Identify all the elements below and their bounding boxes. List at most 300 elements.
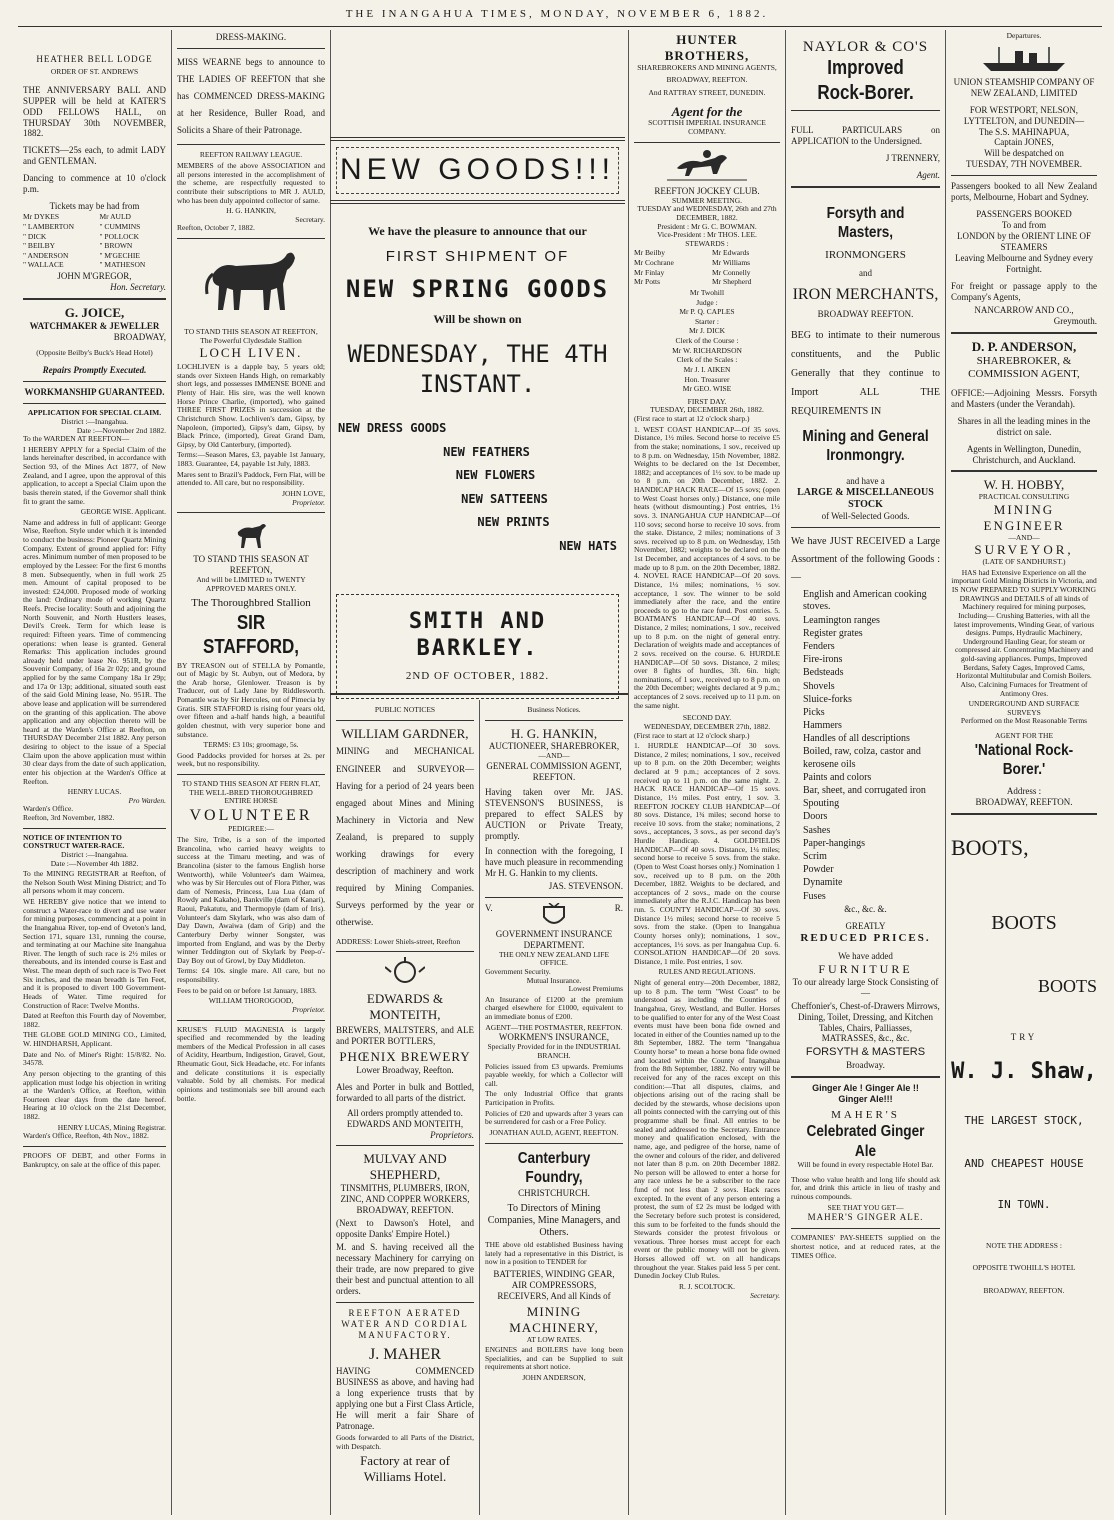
captain-name: Captain JONES, bbox=[994, 137, 1054, 148]
lochliven-name: LOCH LIVEN. bbox=[199, 345, 303, 361]
divider bbox=[23, 403, 166, 404]
furniture-large-stock: To our already large Stock Consisting of— bbox=[792, 976, 939, 998]
joice-trade: WATCHMAKER & JEWELLER bbox=[29, 320, 160, 331]
water-district: District :—Inangahua. bbox=[60, 849, 129, 859]
edwards-location: Lower Broadway, Reefton. bbox=[356, 1064, 454, 1075]
application-signature: GEORGE WISE. Applicant. bbox=[80, 507, 166, 517]
pleasure-line: We have the pleasure to announce that our bbox=[368, 223, 587, 238]
official-entry: Mr P. Q. CAPLES bbox=[679, 307, 735, 317]
forsyth-masters-footer: FORSYTH & MASTERS bbox=[805, 1046, 926, 1059]
smith-barkley: SMITH AND BARKLEY. bbox=[408, 608, 547, 661]
lochliven-terms: Terms:—Season Mares, £3, payable 1st January, 1883. Guarantee, £4, payable 1st July, 1883. bbox=[177, 450, 325, 469]
shaw-broadway: BROADWAY, REEFTON. bbox=[983, 1286, 1065, 1296]
goods-item: Shovels bbox=[803, 680, 835, 692]
rules-body: Night of general entry—20th December, 1882, up to 8 p.m. The term "West Coast" to be understood as including the Counties of Inangahua, Grey, Westland, and Buller. Horses to be qualified to enter for any of the West Coast events must have been bona fide owned and located in either of the Counties named up to the 8th September, 1882. The term "Inangahua County horse" to mean a horse bona fide owned and located within the County of Inangahua from the 8th September, 1882. No entry will be received for any of the races except on this condition:—That all disputes, claims, and objections arising out of the racing shall be decided by the stewards, whose decisions upon all points connected with the carrying out of this programme shall be final. All entries to be sealed and addressed to the Secretary. Entrance money and qualification enclosed, with the name, age, and pedigree of the horse, name of the owner and colours of the rider, and delivered not later than 8 p.m. on 20th December 1882. No person will be allowed to enter a horse for any race unless he be a subscriber to the race fund of not less than 2 sovs. Hack races excepted. In the event of any person entering a protest, the sum of £2 2s must be lodged with the Secretary before such protest is considered, this sum to be forfeited to the funds should the Stewards consider the protest frivolous or vexatious. Three horses must accept for each event or the public money will not be given. Horses allowed off wt. on all handicaps throughout the year. Stakes paid less 5 per cent. Dunedin Jockey Club Rules. bbox=[634, 978, 781, 1281]
application-details: Name and address in full of applicant: George Wise, Reefton. Style under which it is intended to conduct the business: Pioneer Quartz Mining Company. Extent of ground applied for: Fifty acres. Minimum number of men proposed to be employed by the Lessee: For the first 6 months 8 men. Subsequently, when in full work 25 men. Amount of capital proposed to be invested: £24,000. Proposed mode of working the land: Ordinary mode of working Quartz Reefs. Precise locality: South and adjoining the North Souvenir, and North Hustlers leases, Devil's Creek. Term for which lease is required: Fifteen years. Time of commencing operations: when lease is granted. General Remarks: This application includes ground already held under lease No. 951R, by the Souvenir Company, of 16a 2r 02p; and ground applied for by the same Company 18a 1r 29p; and 17a 0r 13p; additional, situated south east of the said Gold Mining lease, No. 951R. The above lease and application will be surrendered on the granting of this application. The above application and any objection thereto will be heard at the Warden's Office at Reefton, on THURSDAY December 21st 1882. Any person desiring to object to the issue of a Special Claim upon the above application must within 30 clear days from the date of such application, enter his objection at the Warden's Office at Reefton. bbox=[23, 517, 166, 786]
goods-item: Fire-irons bbox=[803, 654, 843, 666]
hankin-general: GENERAL COMMISSION AGENT, REEFTON. bbox=[486, 761, 622, 783]
goods-item: Hammers bbox=[803, 720, 842, 732]
divider bbox=[336, 951, 474, 952]
lodge-order: ORDER OF ST. ANDREWS bbox=[50, 66, 139, 76]
water-miners-right: Date and No. of Miner's Right: 15/8/82. No. 34578. bbox=[23, 1049, 166, 1068]
water-company: THE GLOBE GOLD MINING CO., Limited, W. HINDHARSH, Applicant. bbox=[23, 1030, 166, 1049]
steward-name: Mr Connelly bbox=[712, 267, 751, 277]
divider bbox=[23, 381, 166, 382]
application-body: I HEREBY APPLY for a Special Claim of the lands hereinafter described, in accordance with Section 93, of the Mines Act 1877, of New Zealand, and I agree, upon the approval of this application, to accept a Special Claim upon the basis therein stated, if the Governor shall think fit to grant the same. bbox=[23, 444, 166, 506]
passengers-booked-ports: Passengers booked to all New Zealand ports, Melbourne, Hobart and Sydney. bbox=[951, 181, 1097, 203]
goods-item: English and American cooking stoves. bbox=[803, 589, 927, 613]
try-label: TRY bbox=[1010, 1031, 1038, 1042]
orient-line: LONDON by the ORIENT LINE OF STEAMERS bbox=[956, 231, 1092, 253]
railway-secretary: Secretary. bbox=[295, 214, 325, 224]
hankin-body: Having taken over Mr. JAS. STEVENSON'S BUSINESS, is prepared to effect SALES by AUCTION or Private Treaty, promptly. bbox=[485, 787, 623, 841]
have-a: and have a bbox=[846, 475, 885, 486]
iron-merchants: IRON MERCHANTS, bbox=[792, 286, 939, 304]
workmanship: WORKMANSHIP GUARANTEED. bbox=[24, 387, 165, 398]
ticket-vendor: " DICK bbox=[23, 231, 47, 241]
goods-item: Dynamite bbox=[803, 877, 843, 889]
mahers-name: MAHER'S bbox=[831, 1108, 900, 1121]
second-day-date: WEDNESDAY, DECEMBER 27th, 1882. bbox=[643, 721, 771, 731]
coat-of-arms-icon bbox=[539, 903, 569, 929]
govt-lowest: Lowest Premiums bbox=[568, 984, 623, 994]
ticket-vendor: Mr DYKES bbox=[23, 212, 60, 222]
magnesia-advert: KRUSE'S FLUID MAGNESIA is largely specified and recommended by the leading members of the Medical Profession in all cases of Acidity, Heartburn, Indigestion, Gravel, Gout, Rheumatic Gout, Sick Headache, etc. For infants and delicate constitutions it is especially valuable. Sold by all chemists. For medical opinions and testimonials see bill around each bottle. bbox=[177, 1024, 325, 1103]
dressmaking-title: DRESS-MAKING. bbox=[215, 32, 287, 42]
masthead: THE INANGAHUA TIMES, MONDAY, NOVEMBER 6, 1882. bbox=[345, 8, 769, 20]
furniture-list: Cheffonier's, Chest-of-Drawers Mirrows, Dining, Toilet, Dressing, and Kitchen Tables, Chairs, Palliasses, MATRASSES, &c., &c. bbox=[791, 1000, 940, 1044]
full-particulars: FULL PARTICULARS on APPLICATION to the Undersigned. bbox=[791, 125, 940, 147]
agent-for-label: AGENT FOR THE bbox=[994, 731, 1054, 741]
water-body: WE HEREBY give notice that we intend to construct a Water-race to divert and use water for mining purposes, commencing at a point in the Inangahua River, top-end of Oveton's land, Section 171, square 131, running the course, and terminating at our Machine site Inangahua River. The length of such race is 2½ miles or thereabouts, and its intended course is East and West. The mean depth of such race is Two Feet Six inches, and the mean breadth is Ten Feet, and it is proposed to divert 100 Government-Heads of Water. Time required for Construction of Race: Twelve Months. bbox=[23, 897, 166, 1010]
first-day-races: 1. WEST COAST HANDICAP—Of 35 sovs. Distance, 1½ miles. Second horse to receive £5 from the stake; nominations, 1 sov., received up to 8 p.m. on Wednesday, 15th November, 1882. Weights to be declared on the 1st December, 1882; and acceptances of 1½ sov. to be made up to 8 p.m. on 20th December, 1882. 2. HANDICAP HACK RACE—Of 15 sovs; (open to West Coast horses only.) Distance, one mile heats (without dismounting.) Post entries, 1½ sovs. 3. INANGAHUA CUP HANDICAP—Of 110 sovs; second horse to receive 10 sovs. from the stake. Distance, 2 miles; nominations of 3 sovs. received up to 8 p.m. on Wednesday, 15th November, 1882; weights to be declared on the 1st December, and acceptances of 4 sovs. to be made up to 8 p.m. on the 20th December, 1882. 4. NOVEL RACE HANDICAP—Of 20 sovs. Distance, 1¼ miles; nominations, ½ sov. acceptance, 1 sov. The winner to be sold immediately after the race, and the entire proceeds to go to the race fund. Post entries. 5. BOATMAN'S HANDICAP—Of 40 sovs. Distance, 2 miles; nominations, 1 sov., received up to 8 p.m. on the night of general entry. Declaration of weights made and acceptances of 2 sovs. received on the course. 6. HURDLE HANDICAP—Of 50 sovs. Distance, 2 miles; over 8 fights of hurdles, 3ft. 6in. high; nominations, of 1 sov., received up to 8 p.m. on the 20th December; weights declared at 9 p.m.; acceptances of 2 sovs. received up to 11 p.m. on the same night. bbox=[634, 424, 780, 710]
water-race-title: NOTICE OF INTENTION TO CONSTRUCT WATER-RACE. bbox=[23, 832, 125, 851]
club-vice-president: Vice-President : Mr THOS. LEE. bbox=[657, 230, 757, 240]
stand1-subheading: The Powerful Clydesdale Stallion bbox=[200, 335, 302, 345]
ornament-border bbox=[330, 200, 625, 204]
mulvay-name: MULVAY AND SHEPHERD, bbox=[363, 1151, 447, 1183]
stewards-left bbox=[634, 248, 702, 288]
edwards-ales: Ales and Porter in bulk and Bottled, forwarded to all parts of the district. bbox=[336, 1081, 474, 1103]
ticket-vendor: " POLLOCK bbox=[99, 231, 140, 241]
gardner-name: WILLIAM GARDNER, bbox=[341, 725, 469, 741]
railway-date: Reefton, October 7, 1882. bbox=[177, 223, 255, 233]
foundry-body: THE above old established Business having lately had a representative in this District, is now in a position to TENDER for bbox=[485, 1240, 623, 1267]
stewards-right bbox=[712, 248, 780, 288]
ticket-vendor: " BROWN bbox=[99, 241, 133, 251]
water-date: Date :—November 4th 1882. bbox=[50, 858, 139, 868]
stevenson-signature: JAS. STEVENSON. bbox=[548, 880, 623, 891]
application-dateline: Reefton, 3rd November, 1882. bbox=[23, 813, 115, 823]
ginger-found: Will be found in every respectable Hotel Bar. bbox=[797, 1160, 934, 1170]
boots-2: BOOTS bbox=[991, 912, 1057, 935]
goods-item: Bar, sheet, and corrugated iron bbox=[803, 785, 926, 796]
edwards-name: EDWARDS & MONTEITH, bbox=[366, 991, 444, 1022]
goods-etc: &c., &c. &. bbox=[844, 903, 887, 914]
lodge-title: HEATHER BELL LODGE bbox=[36, 54, 153, 64]
lochliven-mares: Mares sent to Brazil's Paddock, Fern Flat, will be attended to. All care, but no responsibility. bbox=[177, 469, 325, 488]
second-day-label: SECOND DAY. bbox=[682, 713, 732, 723]
mulvay-trade: TINSMITHS, PLUMBERS, IRON, ZINC, AND COPPER WORKERS, bbox=[340, 1183, 470, 1205]
goods-item: Paper-hangings bbox=[803, 837, 866, 849]
goods-list bbox=[330, 421, 625, 554]
gardner-address: ADDRESS: Lower Shiels-street, Reefton bbox=[336, 936, 461, 946]
divider bbox=[791, 110, 940, 111]
goods-item: Leamington ranges bbox=[803, 614, 880, 626]
secretary-title: Secretary. bbox=[750, 1290, 780, 1300]
goods-item: Fuses bbox=[803, 890, 826, 902]
surrender-text: Policies of £20 and upwards after 3 years can be surrendered for cash or a Free Policy. bbox=[485, 1108, 623, 1127]
warden-name: HENRY LUCAS. bbox=[67, 787, 122, 797]
second-day-races: 1. HURDLE HANDICAP—Of 30 sovs. Distance, 2 miles; nominations, 1 sov., received up to 8 p.m. on the 20th December; weights declared at 9 p.m.; acceptances of 2 sovs. received up to 11 p.m. on the same night. 2. HACK RACE HANDICAP—Of 15 sovs. Distance, 1½ miles. Post entry, 1 sov. 3. REEFTON JOCKEY CLUB HANDICAP—Of 80 sovs. Distance, 1¾ miles; second horse to receive 10 sovs. from the stake; nominations, 2 sovs., acceptances, 3 sovs., as per second day's Hurdle Handicap. 4. GOLDFIELDS HANDICAP—Of 40 sovs. Distance, 1¼ miles; second horse to receive 5 sovs. from the stake. (Open to West Coast horses only.) Nomination 1 sov., received up to 8 p.m. on the 20th December, 1882. Weights to be declared, and acceptances of 2 sovs., made on the course immediately after the R.J.C. Handicap has been run. 5. COUNTY HANDICAP—Of 30 sovs. Distance 1½ miles; second horse to receive 5 sovs. from the stake. (Open to Inangahua County horses only); nominations, 1 sov., acceptances, 1½ sovs. as per Inangahua Cup. 6. CONSOLATION HANDICAP—Of 20 sovs. Distance, 1 mile. Post entries, 1 sov. bbox=[634, 741, 780, 966]
vr-crest bbox=[485, 903, 623, 929]
divider bbox=[336, 1302, 474, 1303]
mining-machinery: MINING MACHINERY, bbox=[509, 1303, 599, 1335]
dp-shares: Shares in all the leading mines in the district on sale. bbox=[957, 415, 1091, 437]
to-and-from: To and from bbox=[1001, 220, 1047, 231]
divider bbox=[23, 298, 166, 300]
govt-body: An Insurance of £1200 at the premium charged elsewhere for £1000, equivalent to an immediate bonus of £200. bbox=[485, 994, 623, 1022]
steward-name: Mr Cochrane bbox=[634, 258, 674, 268]
divider bbox=[177, 512, 325, 513]
ticket-vendor: " M'GECHIE bbox=[99, 250, 140, 260]
just-received: We have JUST RECEIVED a Large Assortment of the following Goods :— bbox=[791, 536, 940, 584]
hankin-and: —AND— bbox=[538, 751, 570, 761]
stand3-heading: TO STAND THIS SEASON AT FERN FLAT, bbox=[181, 779, 321, 789]
workmens-sub: Specially Provided for in the INDUSTRIAL BRANCH. bbox=[487, 1042, 621, 1060]
ticket-vendor: " LAMBERTON bbox=[23, 221, 75, 231]
dp-agents: Agents in Wellington, Dunedin, Christchurch, and Auckland. bbox=[966, 443, 1082, 465]
divider bbox=[23, 828, 166, 829]
address-value: BROADWAY, REEFTON. bbox=[975, 796, 1073, 807]
ticket-vendor: " CUMMINS bbox=[99, 221, 141, 231]
goods-item: Bedsteads bbox=[803, 667, 844, 679]
divider bbox=[177, 774, 325, 775]
joice-heading: G. JOICE, bbox=[64, 304, 125, 320]
divider bbox=[177, 144, 325, 145]
volunteer-terms: Terms: £4 10s. single mare. All care, but no responsibility. bbox=[177, 966, 325, 985]
stand1-heading: TO STAND THIS SEASON AT REEFTON, bbox=[184, 327, 318, 337]
goods-item: Scrim bbox=[803, 850, 827, 862]
stand3-subheading: THE WELL-BRED THOROUGHBRED ENTIRE HORSE bbox=[189, 787, 313, 806]
steward-name: Mr Edwards bbox=[712, 248, 750, 258]
lochliven-owner: JOHN LOVE, bbox=[282, 488, 325, 498]
ticket-vendor: " MATHESON bbox=[99, 260, 146, 270]
hankin-connection: In connection with the foregoing, I have much pleasure in recommending Mr H. G. Hankin to my clients. bbox=[485, 845, 623, 878]
edwards-orders: All orders promptly attended to. bbox=[347, 1107, 463, 1118]
column-7 bbox=[946, 32, 1102, 1512]
celebrated-ginger-ale: Celebrated Ginger Ale bbox=[806, 1123, 925, 1160]
in-town: IN TOWN. bbox=[997, 1198, 1051, 1212]
aerated-water-title: REEFTON AERATED WATER AND CORDIAL MANUFACTORY. bbox=[341, 1307, 469, 1340]
boots-1: BOOTS, bbox=[951, 834, 1029, 860]
forsyth-masters-title: Forsyth and Masters, bbox=[826, 204, 905, 242]
joice-address: BROADWAY, bbox=[113, 331, 166, 342]
steward-name: Mr Shepherd bbox=[712, 277, 752, 287]
ticket-vendor: " BEILBY bbox=[23, 241, 56, 251]
foundry-items: BATTERIES, WINDING GEAR, AIR COMPRESSORS, RECEIVERS, And all Kinds of bbox=[493, 1268, 615, 1301]
divider bbox=[336, 720, 474, 721]
column-3 bbox=[331, 706, 479, 1512]
ornament-border bbox=[330, 137, 625, 141]
first-day-start: (First race to start at 12 o'clock sharp.) bbox=[634, 414, 750, 424]
clydesdale-horse-engraving bbox=[201, 244, 301, 324]
club-president: President : Mr G. C. BOWMAN. bbox=[657, 221, 757, 231]
edwards-signature: EDWARDS AND MONTEITH, bbox=[346, 1118, 464, 1129]
directors-line: To Directors of Mining Companies, Mine Managers, and Others. bbox=[487, 1202, 621, 1238]
dressmaking-body: MISS WEARNE begs to announce to THE LADIES OF REEFTON that she has COMMENCED DRESS-MAKING at her Residence, Buller Road, and Solicits a Share of their Patronage. bbox=[177, 56, 325, 136]
application-date: Date :—November 2nd 1882. bbox=[76, 425, 166, 435]
divider bbox=[951, 332, 1097, 334]
maher-factory: Factory at rear of Williams Hotel. bbox=[360, 1453, 450, 1485]
steward-name: Mr Beilby bbox=[634, 248, 666, 258]
warden-title: Pro Warden. bbox=[128, 795, 166, 805]
official-entry: Mr GEO. WISE bbox=[682, 384, 732, 394]
volunteer-pedigree-label: PEDIGREE:— bbox=[228, 824, 274, 834]
stewards-list bbox=[634, 248, 780, 288]
public-notices-label: PUBLIC NOTICES bbox=[374, 706, 436, 714]
industrial-text: The only Industrial Office that grants Participation in Profits. bbox=[485, 1089, 623, 1108]
goods-item: Handles of all descriptions bbox=[803, 733, 910, 745]
dp-office: OFFICE:—Adjoining Messrs. Forsyth and Masters (under the Verandah). bbox=[951, 387, 1097, 409]
volunteer-name: VOLUNTEER bbox=[189, 806, 313, 824]
trennery-title: Agent. bbox=[916, 169, 940, 180]
goods-line: NEW DRESS GOODS bbox=[338, 420, 447, 435]
greymouth: Greymouth. bbox=[1053, 316, 1097, 327]
first-day-date: TUESDAY, DECEMBER 26th, 1882. bbox=[650, 405, 764, 415]
vendors-right bbox=[100, 212, 167, 271]
ball-notice: THE ANNIVERSARY BALL AND SUPPER will be held at KATER'S ODD FELLOWS HALL, on THURSDAY 30th NOVEMBER, 1882. bbox=[23, 84, 166, 139]
trennery-name: J TRENNERY, bbox=[885, 153, 940, 164]
stafford-name: SIR STAFFORD, bbox=[202, 611, 299, 659]
late-of-sandhurst: (LATE OF SANDHURST.) bbox=[982, 557, 1066, 567]
official-entry: Hon. Treasurer bbox=[684, 374, 730, 384]
reduced-prices: REDUCED PRICES. bbox=[800, 931, 931, 944]
divider bbox=[485, 897, 623, 898]
vendors-left bbox=[23, 212, 90, 271]
stand2-heading: TO STAND THIS SEASON AT REEFTON, bbox=[193, 554, 309, 576]
goods-line: NEW FLOWERS bbox=[455, 468, 536, 483]
hobby-practical: PRACTICAL CONSULTING bbox=[978, 492, 1070, 502]
new-goods-headline: NEW GOODS!!! bbox=[336, 147, 619, 194]
national-rock-borer: 'National Rock-Borer.' bbox=[974, 741, 1074, 779]
column-5 bbox=[629, 32, 785, 1512]
scoltock-signature: R. J. SCOLTOCK. bbox=[678, 1281, 736, 1291]
application-title: APPLICATION FOR SPECIAL CLAIM. bbox=[27, 408, 162, 418]
hunter-trade: SHAREBROKERS AND MINING AGENTS, bbox=[637, 62, 777, 72]
well-selected: of Well-Selected Goods. bbox=[821, 511, 910, 522]
hunter-location-2: And RATTRAY STREET, DUNEDIN. bbox=[648, 87, 766, 97]
joice-opposite: (Opposite Beilby's Buck's Head Hotel) bbox=[36, 347, 153, 357]
steward-name: Mr Finlay bbox=[634, 267, 665, 277]
hobby-and: —AND— bbox=[1008, 532, 1040, 542]
goods-line: NEW SATTEENS bbox=[461, 491, 548, 506]
hunter-brothers: HUNTER BROTHERS, bbox=[664, 32, 750, 63]
divider bbox=[23, 1146, 166, 1147]
largest-stock: THE LARGEST STOCK, bbox=[964, 1113, 1084, 1127]
rock-borer-title: Improved Rock-Borer. bbox=[817, 57, 914, 104]
wednesday-date: WEDNESDAY, THE 4TH INSTANT. bbox=[347, 340, 608, 398]
stand2-limit: And will be LIMITED to TWENTY APPROVED MARES ONLY. bbox=[196, 575, 306, 593]
edwards-body: BREWERS, MALTSTERS, and ALE and PORTER BOTTLERS, bbox=[336, 1024, 474, 1046]
we-have-added: We have added bbox=[838, 951, 893, 962]
low-rates: AT LOW RATES. bbox=[526, 1334, 582, 1344]
and-connector: and bbox=[859, 268, 872, 279]
divider bbox=[485, 1143, 623, 1144]
tickets-from: Tickets may be had from bbox=[49, 201, 140, 212]
departure-date: TUESDAY, 7TH NOVEMBER. bbox=[965, 159, 1082, 170]
maher-name: J. MAHER bbox=[368, 1345, 441, 1363]
govt-security: Government Security. bbox=[485, 966, 551, 976]
goods-item: Paints and colors bbox=[803, 771, 872, 783]
summer-meeting: SUMMER MEETING. bbox=[671, 195, 742, 205]
greatly: GREATLY bbox=[845, 920, 886, 931]
mulvay-text: M. and S. having received all the necessary Machinery for carrying on their trade, are now prepared to give their best and punctual attention to all orders. bbox=[336, 1242, 474, 1296]
ginger-ale-headline-2: Ginger Ale!!! bbox=[838, 1093, 893, 1104]
lodge-secretary: JOHN M'GREGOR, bbox=[57, 271, 132, 282]
official-entry: Clerk of the Course : bbox=[675, 336, 739, 346]
workmens-insurance: WORKMEN'S INSURANCE, bbox=[498, 1032, 610, 1043]
stafford-grass: Good Paddocks provided for horses at 2s. per week, but no responsibility. bbox=[177, 750, 325, 769]
hunter-location-1: BROADWAY, REEFTON. bbox=[666, 75, 748, 85]
hobby-name: W. H. HOBBY, bbox=[983, 477, 1065, 493]
water-office: Warden's Office, Reefton, 4th Nov., 1882. bbox=[23, 1131, 149, 1141]
rules-title: RULES AND REGULATIONS. bbox=[658, 967, 756, 977]
application-district: District :—Inangahua. bbox=[60, 416, 129, 426]
business-notices-label: Business Notices. bbox=[527, 706, 581, 714]
royal-crest-icon bbox=[385, 957, 425, 987]
despatched-on: Will be despatched on bbox=[984, 148, 1064, 159]
column-2 bbox=[172, 32, 330, 1512]
official-entry: Mr W. RICHARDSON bbox=[672, 345, 742, 355]
railway-signature: H. G. HANKIN, bbox=[226, 206, 276, 216]
official-entry: Mr Twohill bbox=[689, 287, 725, 297]
opposite-twohill: OPPOSITE TWOHILL'S HOTEL bbox=[972, 1263, 1076, 1273]
goods-line: NEW FEATHERS bbox=[443, 444, 530, 459]
divider bbox=[336, 1145, 474, 1146]
water-addressee: To the MINING REGISTRAR at Reefton, of the Nelson South West Mining District; and To all persons whom it may concern. bbox=[23, 869, 166, 896]
canterbury-foundry: Canterbury Foundry, bbox=[517, 1149, 591, 1187]
pay-sheets: COMPANIES' PAY-SHEETS supplied on the shortest notice, and at reduced rates, at the TIMES Office. bbox=[791, 1233, 940, 1260]
divider bbox=[951, 813, 1097, 815]
reasonable-terms: Performed on the Most Reasonable Terms bbox=[960, 716, 1088, 726]
goods-line: NEW PRINTS bbox=[477, 515, 550, 530]
railway-body: MEMBERS of the above ASSOCIATION and all persons interested in the accomplishment of the scheme, are respectfully requested to contribute their subscriptions to MR J. AULD, who has been duly appointed collector of same. bbox=[177, 161, 325, 205]
freight-passage: For freight or passage apply to the Company's Agents, bbox=[951, 281, 1097, 303]
volunteer-owner: WILLIAM THOROGOOD, bbox=[208, 996, 294, 1006]
first-shipment: FIRST SHIPMENT OF bbox=[385, 248, 570, 266]
divider bbox=[177, 48, 325, 49]
union-steamship: UNION STEAMSHIP COMPANY OF NEW ZEALAND, LIMITED bbox=[953, 76, 1095, 98]
dancing-time: Dancing to commence at 10 o'clock p.m. bbox=[23, 173, 166, 195]
gardner-body: MINING and MECHANICAL ENGINEER and SURVEYOR—Having for a period of 24 years been engaged about Mines and Mining Machinery in Victoria and New Zealand, is prepared to supply working drawings for every description of machinery and work required by Mining Companies. Surveys performed by the year or otherwise. bbox=[336, 746, 474, 928]
mining-engineer: MINING ENGINEER bbox=[983, 501, 1065, 533]
steward-name: Mr Potts bbox=[634, 277, 661, 287]
maher-body: HAVING COMMENCED BUSINESS as above, and having had a long experience trusts that by applying one but a First Class Article, He will merit a fair Share of Patronage. bbox=[336, 1366, 474, 1432]
column-6 bbox=[786, 32, 945, 1512]
volunteer-fees: Fees to be paid on or before 1st January, 1883. bbox=[177, 985, 317, 995]
goods-item: Powder bbox=[803, 864, 834, 876]
hobby-body: HAS had Extensive Experience on all the important Gold Mining Districts in Victoria, and IS NOW PREPARED TO SUPPLY WORKING DRAWINGS and DETAILS of all kinds of Machinery required for mining purposes, Including— Crushing Batteries, with all the latest improvements, Winding Gear, of various designs. Pumps, Hydraulic Machinery, Underground Hauling Gear, for steam or compressed air. Concentrating Machinery and gold-saving appliances. Pumps, Improved Berdans, Safety Cages, Improved Cams, Horizontal Multitubular and Cornish Boilers. Also, Calcining Furnaces for Treatment of Antimony Ores. bbox=[951, 567, 1097, 698]
jockey-club-title: REEFTON JOCKEY CLUB. bbox=[654, 185, 760, 196]
jockey-club-race-icon bbox=[667, 148, 747, 182]
mahers-ginger-ale: MAHER'S GINGER ALE. bbox=[807, 1212, 924, 1223]
divider bbox=[634, 142, 780, 143]
divider bbox=[951, 175, 1097, 176]
boots-3: BOOTS bbox=[1037, 975, 1097, 996]
auld-agent: JONATHAN AULD, AGENT, REEFTON. bbox=[489, 1127, 619, 1137]
lochliven-owner-title: Proprietor. bbox=[292, 497, 325, 507]
divider bbox=[177, 238, 325, 239]
goods-item: Boiled, raw, colza, castor and kerosene oils bbox=[803, 746, 921, 770]
steward-name: Mr Williams bbox=[712, 258, 751, 268]
forsyth-location: BROADWAY REEFTON. bbox=[817, 308, 914, 319]
govt-only-office: THE ONLY NEW ZEALAND LIFE OFFICE. bbox=[498, 949, 610, 968]
surveyor: SURVEYOR, bbox=[974, 542, 1074, 558]
masthead-rule bbox=[18, 26, 1102, 27]
goods-line: NEW HATS bbox=[559, 539, 617, 554]
shaw-name: W. J. Shaw, bbox=[951, 1058, 1097, 1084]
joice-repairs: Repairs Promptly Executed. bbox=[42, 365, 147, 376]
address-label: Address : bbox=[1006, 785, 1042, 796]
stafford-body: BY TREASON out of STELLA by Pomantle, out of Magic by St. Aubyn, out of Medora, by the Arab horse, Glenlower. Treason is by Traducer, out of Lady Jane by Riddlesworth. Pomantle was by Sir Hercules, out of Pimecia by Gratis. SIR STAFFORD is rising four years old, over fifteen and a-half hands high, a beautiful golden chestnut, with very superior bone and substance. bbox=[177, 660, 325, 739]
application-to: To the WARDEN AT REEFTON— bbox=[23, 434, 130, 444]
policies-text: Policies issued from £3 upwards. Premiums payable weekly, for which a Collector will call. bbox=[485, 1061, 623, 1088]
official-entry: Mr J. DICK bbox=[688, 326, 726, 336]
passengers-booked: PASSENGERS BOOKED bbox=[976, 209, 1072, 220]
govt-insurance-title: GOVERNMENT INSURANCE DEPARTMENT. bbox=[495, 928, 613, 950]
second-day-start: (First race to start at 12 o'clock sharp.) bbox=[634, 730, 750, 740]
hankin-trade: AUCTIONEER, SHAREBROKER, bbox=[488, 741, 620, 752]
ticket-vendor: Mr AULD bbox=[99, 212, 131, 222]
ticket-price: TICKETS—25s each, to admit LADY and GENTLEMAN. bbox=[23, 145, 166, 167]
goods-item: Register grates bbox=[803, 627, 863, 639]
vr-letter-v: V. bbox=[485, 902, 493, 913]
water-registrar: HENRY LUCAS, Mining Registrar. bbox=[57, 1122, 166, 1132]
smith-date: 2ND OF OCTOBER, 1882. bbox=[405, 670, 550, 683]
leaving-fortnight: Leaving Melbourne and Sydney every Fortnight. bbox=[955, 253, 1093, 275]
agent-for: Agent for the bbox=[671, 103, 743, 119]
phoenix-brewery: PHŒNIX BREWERY bbox=[339, 1048, 471, 1064]
lodge-secretary-title: Hon. Secretary. bbox=[110, 282, 166, 292]
column-4 bbox=[480, 706, 628, 1512]
note-address: NOTE THE ADDRESS : bbox=[986, 1240, 1062, 1250]
goods-item: Sluice-forks bbox=[803, 693, 852, 705]
officials-list bbox=[634, 289, 780, 394]
ticket-vendor: " ANDERSON bbox=[23, 250, 69, 260]
column-1 bbox=[18, 32, 171, 1512]
smith-box bbox=[336, 594, 619, 699]
racehorse-icon bbox=[234, 518, 268, 550]
goods-item: Fenders bbox=[803, 640, 835, 652]
edwards-proprietors: Proprietors. bbox=[430, 1129, 474, 1140]
mahinapua-ship: The S.S. MAHINAPUA, bbox=[978, 126, 1070, 137]
departures-label: Departures. bbox=[1006, 32, 1042, 40]
new-goods-advert bbox=[330, 32, 625, 692]
stafford-pre: The Thoroughbred Stallion bbox=[191, 597, 311, 610]
ginger-ale-headline: Ginger Ale ! Ginger Ale !! bbox=[812, 1082, 919, 1093]
govt-mutual: Mutual Insurance. bbox=[526, 975, 582, 985]
divider bbox=[177, 1020, 325, 1021]
shown-on: Will be shown on bbox=[433, 311, 522, 326]
christchurch: CHRISTCHURCH. bbox=[518, 1187, 590, 1198]
large-stock: LARGE & MISCELLANEOUS STOCK bbox=[797, 486, 934, 511]
water-objection: Any person objecting to the granting of this application must lodge his objection in writing at the Warden's Office, at Reefton, within Fourteen clear days from the date hereof. Hearing at 10 o'clock on the 21st December, 1882. bbox=[23, 1068, 166, 1122]
naylor-title: NAYLOR & CO'S bbox=[802, 39, 929, 55]
ticket-vendor: " WALLACE bbox=[23, 260, 64, 270]
mining-general-ironmongry: Mining and General Ironmongry. bbox=[802, 427, 929, 465]
spring-goods: NEW SPRING GOODS bbox=[345, 274, 610, 303]
